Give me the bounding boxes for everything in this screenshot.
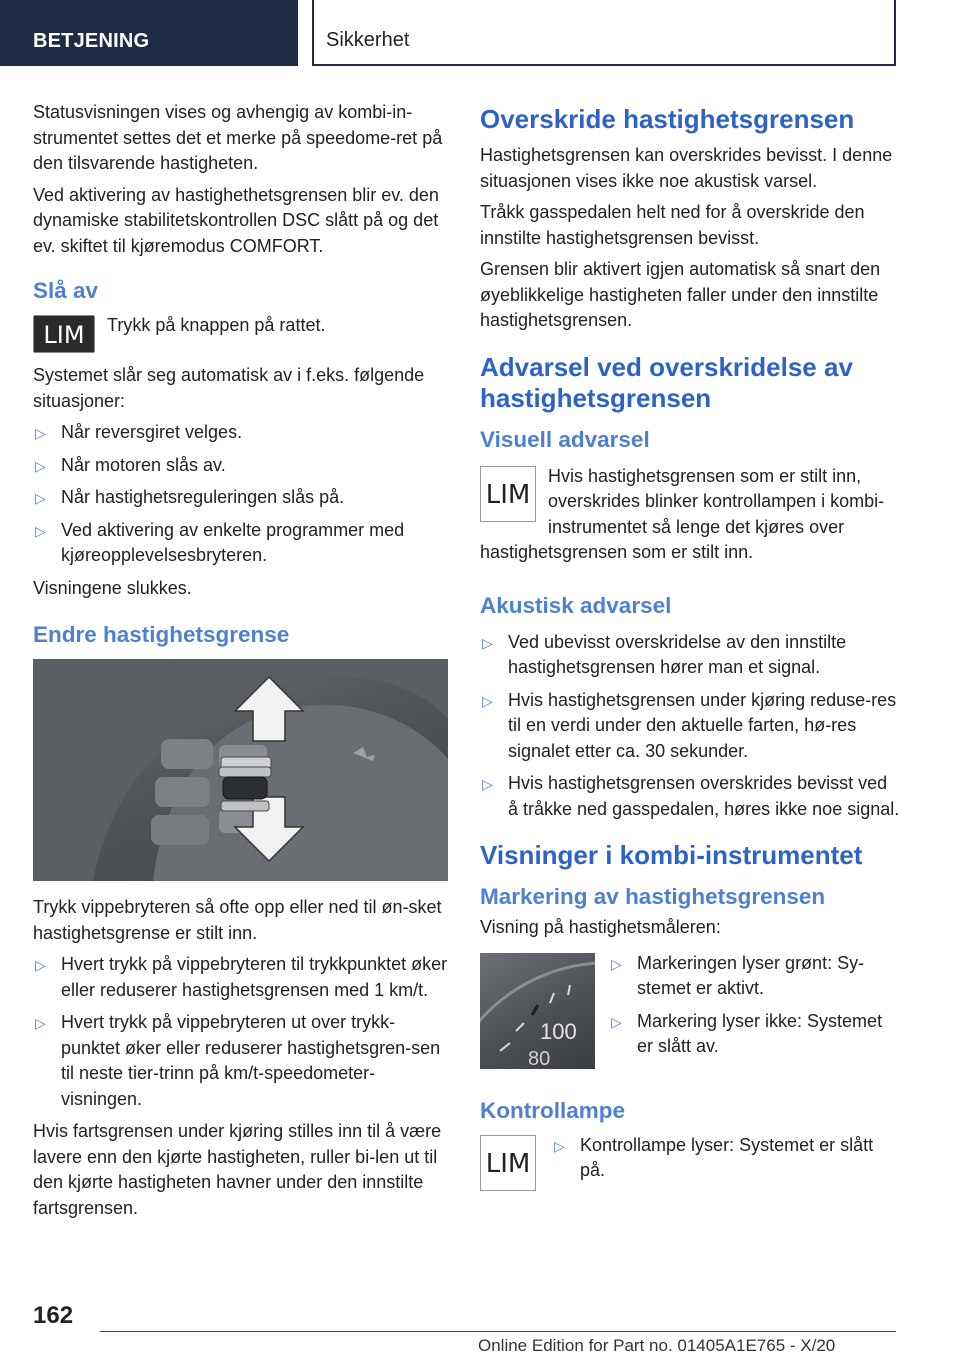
heading-acoustic-warning: Akustisk advarsel [480, 592, 672, 618]
steering-wheel-rocker-image [33, 659, 448, 881]
list-item: ▷ Ved ubevisst overskridelse av den innstilte hastighetsgrensen hører man et signal. [482, 631, 847, 677]
triangle-bullet-icon: ▷ [35, 1015, 46, 1031]
heading-exceed-limit: Overskride hastighetsgrensen [480, 104, 855, 134]
list-item: ▷ Når reversgiret velges. [33, 420, 448, 446]
lim-button-icon: LIM [33, 315, 95, 353]
exceed-paragraph-3: Grensen blir aktivert igjen automatisk så snart den øyeblikkelige hastigheten faller under den innstilte hastighetsgrensen. [480, 259, 881, 330]
steering-wheel-illustration [33, 659, 448, 881]
acoustic-warning-list [480, 630, 900, 823]
right-column [480, 104, 900, 1197]
triangle-bullet-icon: ▷ [35, 490, 46, 506]
triangle-bullet-icon: ▷ [554, 1137, 565, 1154]
triangle-bullet-icon: ▷ [482, 692, 493, 709]
list-item: ▷ Markering lyser ikke: Systemet er slått av. [611, 1010, 883, 1056]
heading-limit-warning: Advarsel ved overskridelse av hastighetsgrensen [480, 351, 853, 413]
header-chapter-tab [312, 0, 896, 66]
page-number: 162 [33, 1302, 74, 1329]
triangle-bullet-icon: ▷ [482, 634, 493, 651]
header-chapter-label: Sikkerhet [326, 29, 410, 51]
status-paragraph: Statusvisningen vises og avhengig av kombi-in-strumentet settes det et merke på speedome-ret på den tilsvarende hastigheten. [33, 102, 443, 173]
footer-edition: Online Edition for Part no. 01405A1E765 - X/20 [478, 1336, 836, 1355]
triangle-bullet-icon: ▷ [611, 955, 622, 972]
triangle-bullet-icon: ▷ [35, 957, 46, 973]
lamp-row [480, 1135, 900, 1197]
auto-off-list [33, 420, 448, 569]
turn-off-instruction-row [33, 315, 448, 353]
lim-indicator-icon: LIM [480, 466, 536, 522]
lim-lamp-icon: LIM [480, 1135, 536, 1191]
triangle-bullet-icon: ▷ [35, 522, 46, 539]
header-section-tab [0, 0, 298, 66]
exceed-paragraph-1: Hastighetsgrensen kan overskrides bevisst. I denne situasjonen vises ikke noe akustisk varsel. [480, 145, 893, 191]
triangle-bullet-icon: ▷ [611, 1013, 622, 1030]
list-item: ▷ Hvert trykk på vippebryteren ut over trykk-punktet øker eller reduserer hastighetsgren-sen til neste tier-trinn på km/t-speedometer-visningen. [35, 1012, 441, 1109]
heading-visual-warning: Visuell advarsel [480, 426, 650, 452]
heading-limit-marking: Markering av hastighetsgrensen [480, 884, 826, 909]
displays-off-paragraph: Visningene slukkes. [33, 577, 192, 598]
left-column [33, 100, 448, 1227]
speedometer-image [480, 953, 595, 1069]
triangle-bullet-icon: ▷ [35, 425, 46, 441]
list-item: ▷ Ved aktivering av enkelte programmer med kjøreopplevelsesbryteren. [35, 519, 405, 565]
heading-turn-off: Slå av [33, 278, 99, 303]
speed-limit-paragraph: Hvis fartsgrensen under kjøring stilles inn til å være lavere enn den kjørte hastigheten, ruller bi-len ut til den kjørte hastigheten havner under den innstilte fartsgrensen. [33, 1121, 442, 1218]
change-limit-list [33, 952, 448, 1112]
marking-list [609, 951, 900, 1067]
list-item: ▷ Når hastighetsreguleringen slås på. [33, 485, 448, 511]
auto-off-intro: Systemet slår seg automatisk av i f.eks. følgende situasjoner: [33, 365, 425, 411]
speedometer-illustration [480, 953, 595, 1069]
triangle-bullet-icon: ▷ [35, 457, 46, 474]
heading-change-limit: Endre hastighetsgrense [33, 622, 290, 647]
footer-divider [100, 1331, 896, 1332]
marking-row [480, 953, 900, 1073]
list-item: ▷ Hvis hastighetsgrensen under kjøring reduse-res til en verdi under den aktuelle farten, hø-res signalet etter ca. 30 sekunder. [482, 689, 897, 761]
header-section-label: BETJENING [33, 30, 150, 52]
lamp-list [552, 1133, 900, 1191]
triangle-bullet-icon: ▷ [482, 776, 493, 792]
visual-warning-text: Hvis hastighetsgrensen som er stilt inn, overskrides blinker kontrollampen i kombi-instrumentet så lenge det kjøres over hastighetsgrensen som er stilt inn. [480, 465, 885, 562]
heading-instrument-displays: Visninger i kombi-instrumentet [480, 840, 863, 870]
visual-warning-block [480, 464, 900, 572]
turn-off-instruction: Trykk på knappen på rattet. [107, 315, 326, 335]
heading-control-lamp: Kontrollampe [480, 1097, 626, 1123]
list-item: ▷ Hvert trykk på vippebryteren til trykkpunktet øker eller reduserer hastighetsgrensen med 1 km/t. [35, 954, 448, 1000]
activation-paragraph: Ved aktivering av hastighethetsgrensen blir ev. den dynamiske stabilitetskontrollen DSC slått på og det ev. skiftet til kjøremodus COMFORT. [33, 184, 439, 256]
exceed-paragraph-2: Tråkk gasspedalen helt ned for å overskride den innstilte hastighetsgrensen bevisst. [480, 202, 865, 248]
rocker-paragraph: Trykk vippebryteren så ofte opp eller ned til øn-sket hastighetsgrense er stilt inn. [33, 897, 442, 943]
list-item: ▷ Markeringen lyser grønt: Sy-stemet er aktivt. [611, 952, 865, 998]
list-item: ▷ Når motoren slås av. [33, 453, 448, 479]
list-item: ▷ Kontrollampe lyser: Systemet er slått på. [554, 1134, 874, 1180]
marking-intro: Visning på hastighetsmåleren: [480, 917, 721, 937]
gauge-label-100: 100 [540, 1018, 577, 1044]
gauge-label-80: 80 [528, 1047, 551, 1069]
list-item: ▷ Hvis hastighetsgrensen overskrides bevisst ved å tråkke ned gasspedalen, høres ikke noe signal. [482, 773, 900, 819]
